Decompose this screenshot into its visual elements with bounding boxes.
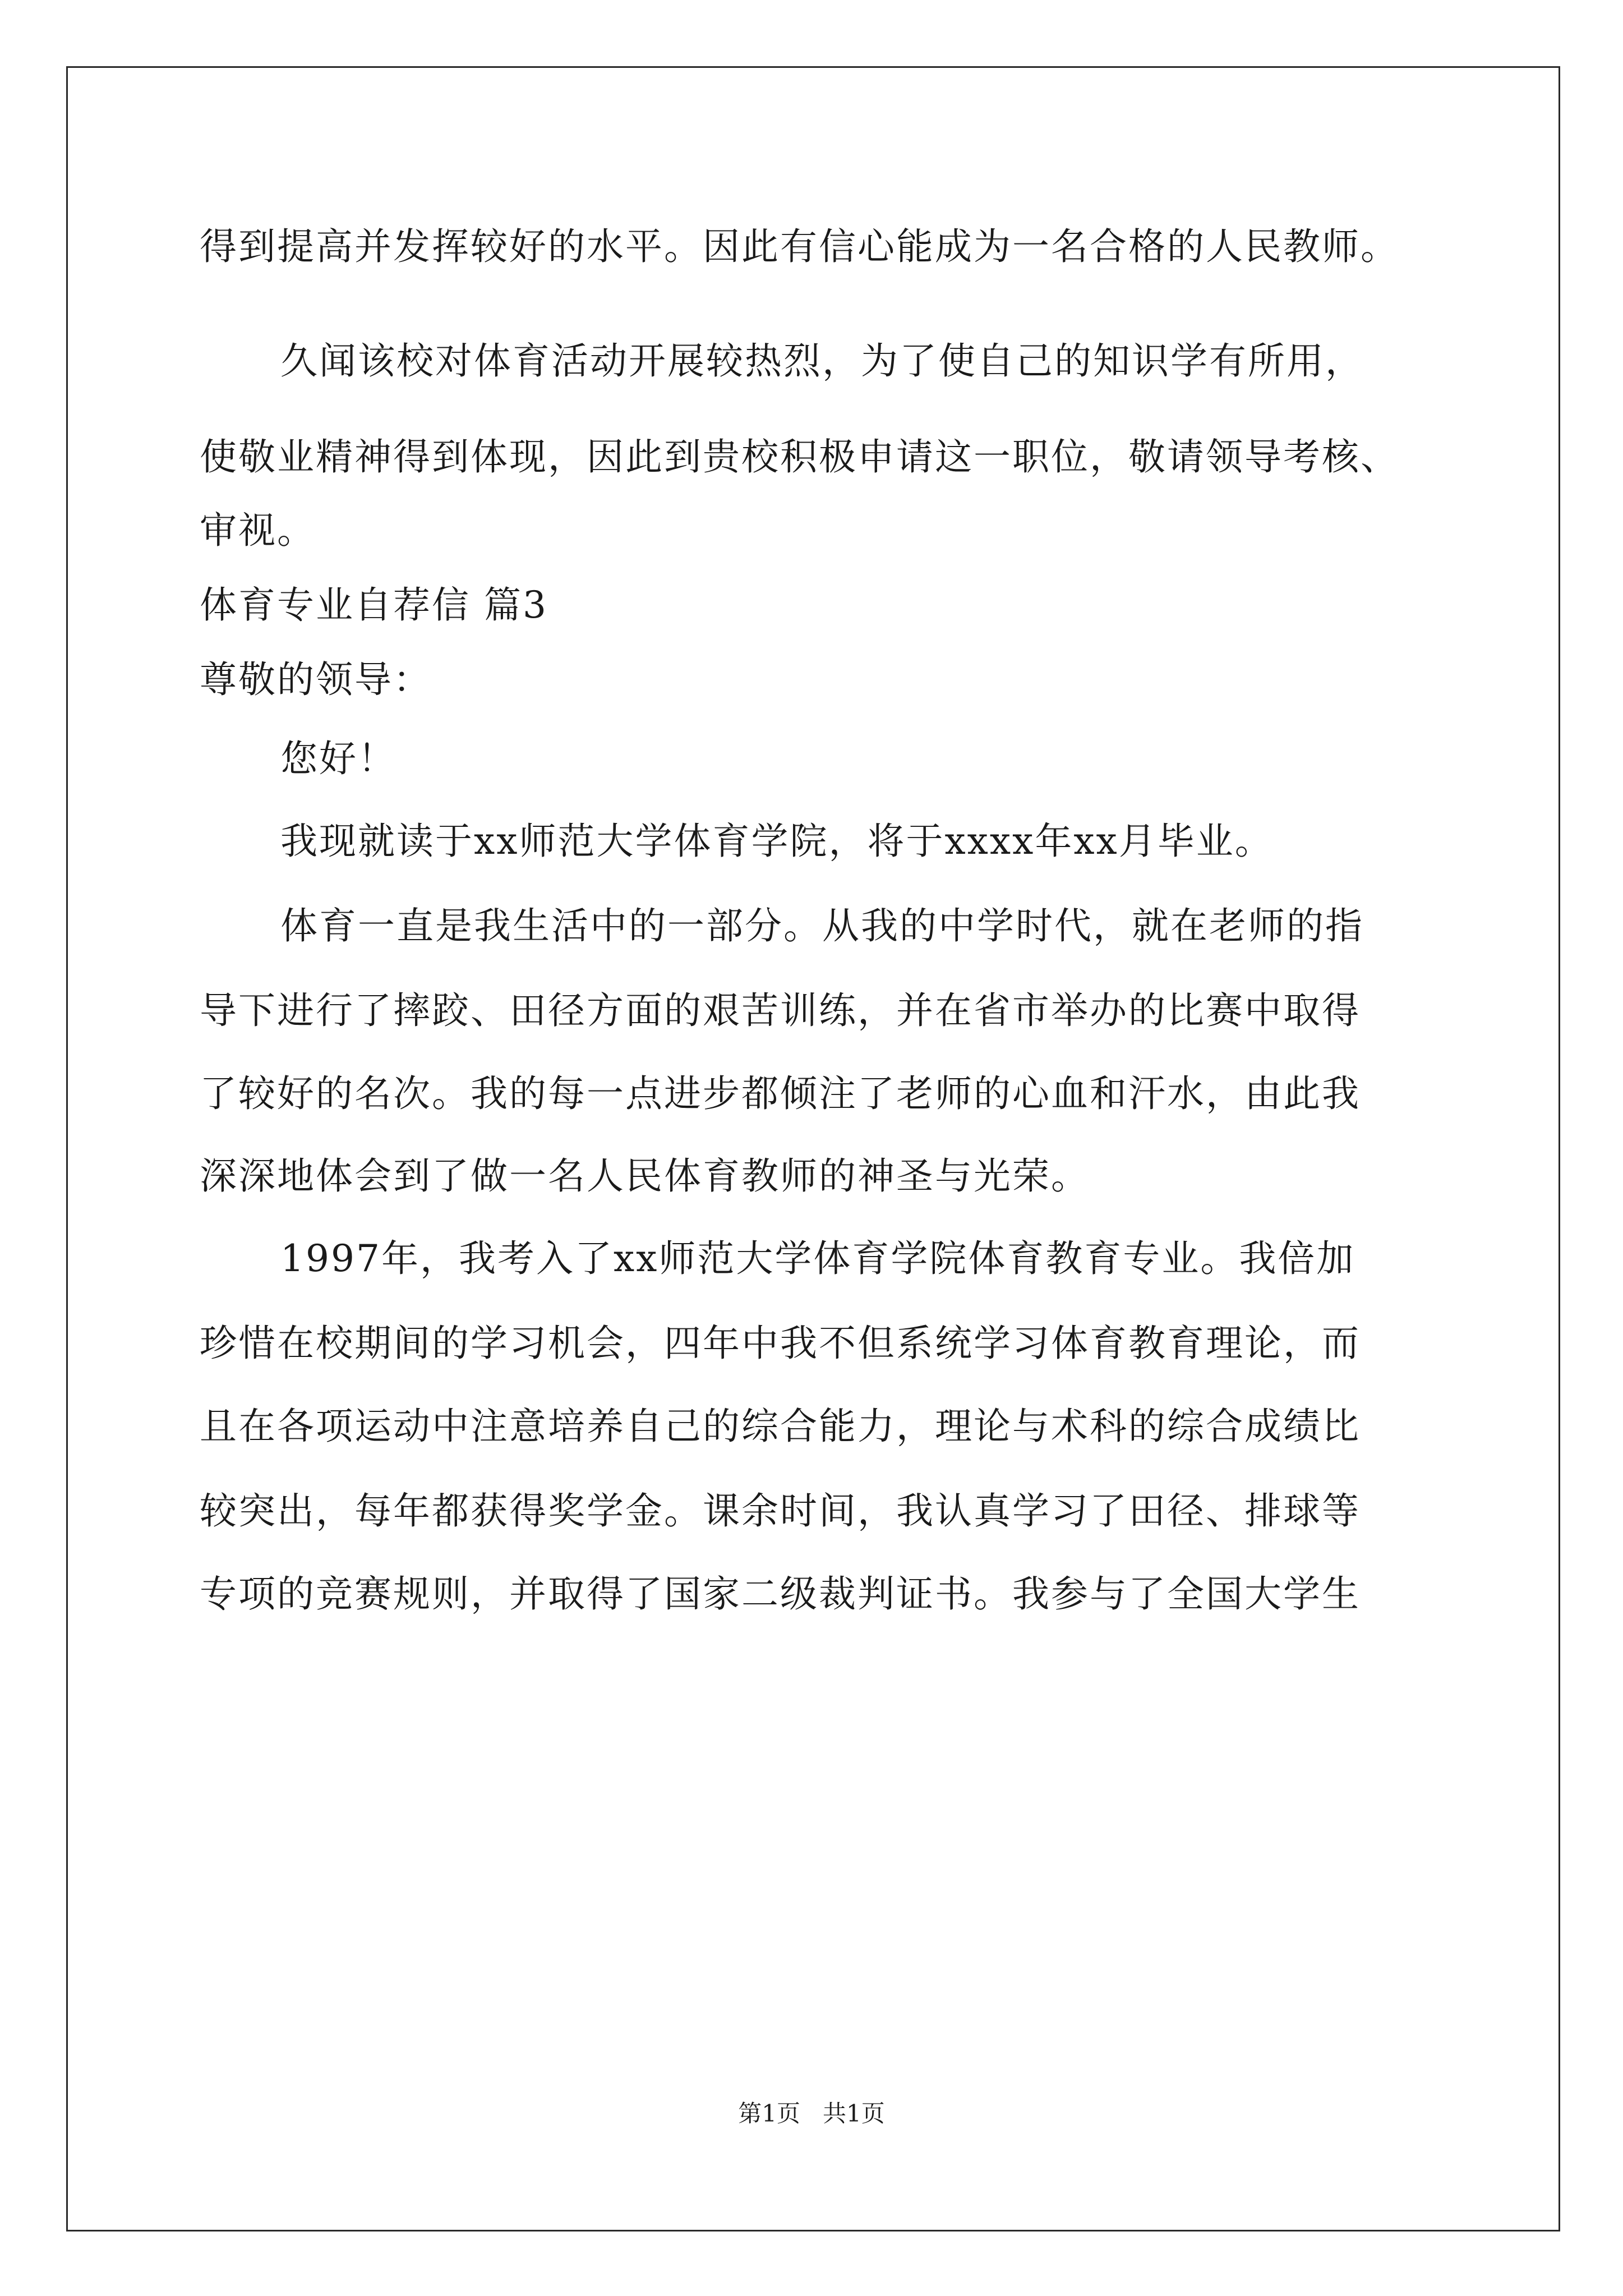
page-footer: 第1页 共1页 — [738, 2100, 885, 2127]
salutation: 尊敬的领导： — [200, 658, 432, 701]
paragraph-line: 审视。 — [200, 509, 316, 552]
paragraph-line: 了较好的名次。我的每一点进步都倾注了老师的心血和汗水，由此我 — [200, 1072, 1361, 1115]
paragraph-line: 较突出，每年都获得奖学金。课余时间，我认真学习了田径、排球等 — [200, 1489, 1361, 1533]
paragraph-line: 我现就读于xx师范大学体育学院，将于xxxx年xx月毕业。 — [280, 820, 1274, 863]
section-heading: 体育专业自荐信 篇3 — [200, 583, 548, 627]
paragraph-line: 深深地体会到了做一名人民体育教师的神圣与光荣。 — [200, 1154, 1090, 1198]
paragraph-line: 久闻该校对体育活动开展较热烈，为了使自己的知识学有所用， — [280, 339, 1364, 383]
paragraph-line: 且在各项运动中注意培养自己的综合能力，理论与术科的综合成绩比 — [200, 1405, 1361, 1448]
paragraph-line: 得到提高并发挥较好的水平。因此有信心能成为一名合格的人民教师。 — [200, 225, 1399, 268]
paragraph-line: 体育一直是我生活中的一部分。从我的中学时代，就在老师的指 — [280, 904, 1364, 947]
paragraph-line: 使敬业精神得到体现，因此到贵校积极申请这一职位，敬请领导考核、 — [200, 435, 1399, 478]
greeting: 您好！ — [280, 737, 396, 780]
paragraph-line: 导下进行了摔跤、田径方面的艰苦训练，并在省市举办的比赛中取得 — [200, 989, 1361, 1032]
paragraph-line: 专项的竞赛规则，并取得了国家二级裁判证书。我参与了全国大学生 — [200, 1572, 1361, 1616]
page-frame — [66, 66, 1560, 2231]
paragraph-line: 珍惜在校期间的学习机会，四年中我不但系统学习体育教育理论，而 — [200, 1322, 1361, 1365]
paragraph-line: 1997年，我考入了xx师范大学体育学院体育教育专业。我倍加 — [280, 1237, 1355, 1280]
